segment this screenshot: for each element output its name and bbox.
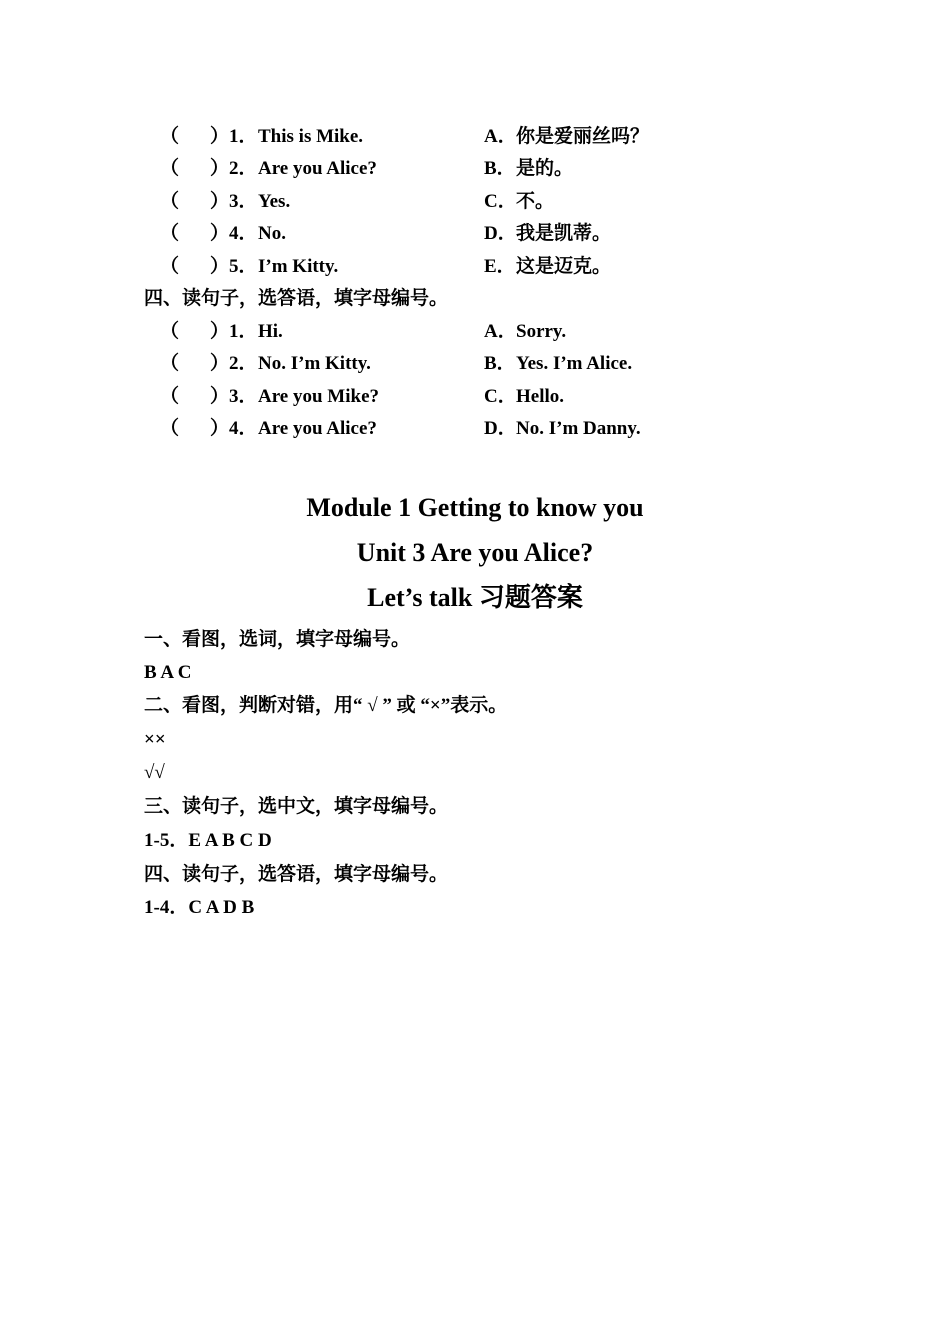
question-text: Are you Alice? xyxy=(258,158,377,179)
exercise-item xyxy=(0,154,950,184)
answer-blank-close: ） xyxy=(210,418,230,439)
answer-blank-close: ） xyxy=(210,191,230,212)
option-letter: B． xyxy=(484,353,516,374)
option-letter: A． xyxy=(484,126,517,147)
answer-text: √√ xyxy=(144,762,165,783)
option-letter: E． xyxy=(484,256,516,277)
exercise-item xyxy=(0,382,950,412)
answer-blank-close: ） xyxy=(210,353,230,374)
option-text: Sorry. xyxy=(516,321,567,342)
answer-blank-close: ） xyxy=(210,321,230,342)
question-number: 1． xyxy=(229,126,258,147)
question-text: No. xyxy=(258,223,286,244)
exercise-item xyxy=(0,219,950,249)
option-letter: D． xyxy=(484,418,517,439)
option-text: 这是迈克。 xyxy=(516,256,612,277)
answer-section-heading: 一、看图，选词，填字母编号。 xyxy=(144,629,411,650)
question-text: I’m Kitty. xyxy=(258,256,339,277)
answer-blank-close: ） xyxy=(210,256,230,277)
answer-blank-open: （ xyxy=(160,256,180,277)
answer-key-title-lesson: Let’s talk 习题答案 xyxy=(367,583,583,612)
exercise-item xyxy=(0,122,950,152)
answer-blank-open: （ xyxy=(160,126,180,147)
option-letter: C． xyxy=(484,386,517,407)
answer-blank-close: ） xyxy=(210,386,230,407)
question-number: 3． xyxy=(229,386,258,407)
answer-section-heading: 三、读句子，选中文，填字母编号。 xyxy=(144,796,449,817)
question-number: 5． xyxy=(229,256,258,277)
question-number: 2． xyxy=(229,353,258,374)
question-text: Are you Alice? xyxy=(258,418,377,439)
option-letter: C． xyxy=(484,191,517,212)
option-text: Yes. I’m Alice. xyxy=(516,353,633,374)
answer-text: ×× xyxy=(144,729,166,750)
answer-blank-close: ） xyxy=(210,126,230,147)
question-text: Are you Mike? xyxy=(258,386,380,407)
option-letter: A． xyxy=(484,321,517,342)
option-text: No. I’m Danny. xyxy=(516,418,641,439)
option-text: Hello. xyxy=(516,386,565,407)
option-text: 我是凯蒂。 xyxy=(516,223,612,244)
answer-section-heading: 四、读句子，选答语，填字母编号。 xyxy=(144,864,449,885)
question-number: 1． xyxy=(229,321,258,342)
answer-text: 1-5．E A B C D xyxy=(144,830,272,851)
question-number: 2． xyxy=(229,158,258,179)
answer-key-title-unit: Unit 3 Are you Alice? xyxy=(356,538,594,567)
answer-section-heading: 二、看图，判断对错，用“ √ ” 或 “×”表示。 xyxy=(144,695,508,716)
question-text: Yes. xyxy=(258,191,291,212)
answer-blank-close: ） xyxy=(210,223,230,244)
answer-key-title-module: Module 1 Getting to know you xyxy=(306,493,644,522)
answer-blank-open: （ xyxy=(160,158,180,179)
answer-blank-open: （ xyxy=(160,223,180,244)
answer-blank-open: （ xyxy=(160,353,180,374)
answer-blank-close: ） xyxy=(210,158,230,179)
answer-blank-open: （ xyxy=(160,321,180,342)
exercise-item xyxy=(0,252,950,282)
option-text: 不。 xyxy=(516,191,555,212)
answer-text: B A C xyxy=(144,662,192,683)
option-letter: D． xyxy=(484,223,517,244)
option-text: 是的。 xyxy=(516,158,574,179)
exercise-item xyxy=(0,349,950,379)
option-text: 你是爱丽丝吗？ xyxy=(516,126,650,147)
exercise-item xyxy=(0,317,950,347)
option-letter: B． xyxy=(484,158,516,179)
answer-blank-open: （ xyxy=(160,191,180,212)
section-heading: 四、读句子，选答语，填字母编号。 xyxy=(144,288,449,309)
question-text: Hi. xyxy=(258,321,283,342)
answer-blank-open: （ xyxy=(160,386,180,407)
answer-text: 1-4．C A D B xyxy=(144,897,255,918)
exercise-item xyxy=(0,187,950,217)
question-number: 4． xyxy=(229,418,258,439)
question-text: No. I’m Kitty. xyxy=(258,353,371,374)
question-number: 4． xyxy=(229,223,258,244)
question-text: This is Mike. xyxy=(258,126,364,147)
question-number: 3． xyxy=(229,191,258,212)
exercise-item xyxy=(0,414,950,444)
answer-blank-open: （ xyxy=(160,418,180,439)
